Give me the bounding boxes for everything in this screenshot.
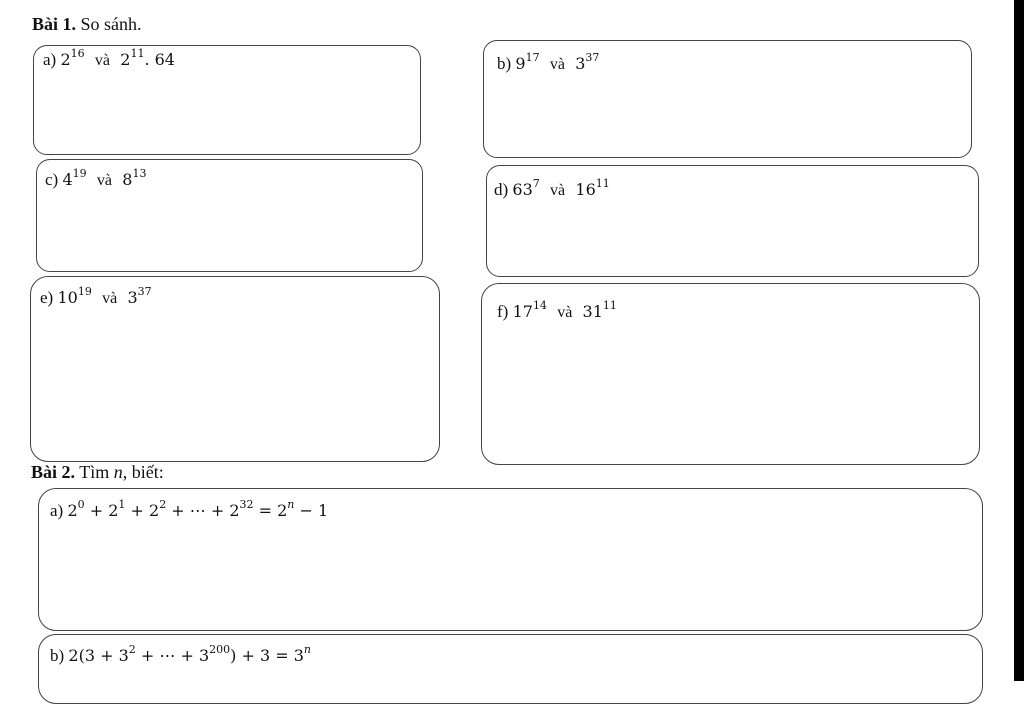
problem-2b-equation: $2(3 + 3^2$ + ⋯ + $3^{200}) + 3 = 3^n$	[68, 643, 311, 665]
problem-1b-lhs: $9^{17}$	[515, 51, 540, 73]
problem-1e: e) $10^{19}$ và $3^{37}$	[40, 285, 152, 307]
problem-1c-lhs: $4^{19}$	[62, 167, 87, 189]
problem-1f-lhs: $17^{14}$	[512, 299, 547, 321]
problem-1f-rhs: $31^{11}$	[582, 299, 617, 321]
exercise-1-instruction: So sánh.	[80, 14, 142, 34]
problem-1b: b) $9^{17}$ và $3^{37}$	[497, 51, 600, 73]
problem-2a: a) $2^0 + 2^1 + 2^2$ + ⋯ + $2^{32} = 2^n - 1$	[50, 498, 329, 520]
exercise-2-number: Bài 2.	[31, 462, 76, 482]
problem-1a-lhs: $2^{16}$	[60, 47, 85, 69]
problem-1d-rhs: $16^{11}$	[575, 177, 610, 199]
problem-1a-rhs: $2^{11}$. 64	[120, 47, 175, 69]
problem-1a: a) $2^{16}$ và $2^{11}$. 64	[43, 47, 175, 69]
exercise-1-heading	[32, 14, 142, 35]
problem-1e-rhs: $3^{37}$	[127, 285, 152, 307]
problem-2b: b) $2(3 + 3^2$ + ⋯ + $3^{200}) + 3 = 3^n$	[50, 643, 311, 665]
problem-1e-lhs: $10^{19}$	[57, 285, 92, 307]
exercise-2-heading: Bài 2. Tìm n, biết:	[31, 462, 164, 482]
problem-2a-equation: $2^0 + 2^1 + 2^2$ + ⋯ + $2^{32} = 2^n - 1$	[67, 498, 329, 520]
problem-1d: d) $63^7$ và $16^{11}$	[494, 177, 610, 199]
problem-1c-rhs: $8^{13}$	[122, 167, 147, 189]
variable-n: n	[113, 462, 123, 482]
problem-1d-lhs: $63^7$	[512, 177, 540, 199]
exercise-1-number: Bài 1.	[32, 14, 77, 34]
problem-1c: c) $4^{19}$ và $8^{13}$	[45, 167, 147, 189]
problem-1b-rhs: $3^{37}$	[575, 51, 600, 73]
problem-1f: f) $17^{14}$ và $31^{11}$	[497, 299, 617, 321]
answer-box-2b[interactable]	[38, 634, 983, 704]
